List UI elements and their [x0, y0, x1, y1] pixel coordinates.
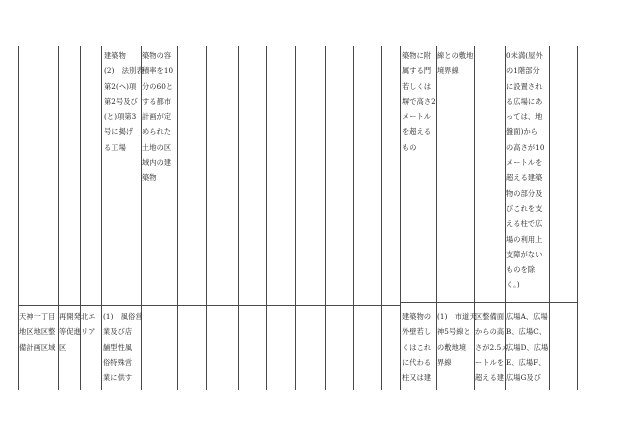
table-cell: 建築物の 外壁若し くはこれ に代わる 柱又は建 — [402, 312, 432, 383]
table-rule — [206, 46, 207, 390]
table-cell: 天神一丁目 地区地区整 備計画区域 — [19, 312, 56, 352]
table-cell: (1) 市道天 神5号線と の敷地境 界線 — [437, 312, 477, 367]
table-rule — [381, 46, 382, 390]
table-cell: 築物の容 積率を10 分の60と する都市 計画が定 められた 土地の区 域内の建 築物 — [142, 51, 174, 183]
table-rule — [238, 46, 239, 390]
table-rule — [325, 46, 326, 390]
table-rule — [295, 46, 296, 390]
table-cell: 北エ リア — [81, 312, 96, 337]
table-rule — [577, 46, 578, 390]
table-cell: 再開発 等促進 区 — [59, 312, 81, 352]
table-rule — [101, 46, 102, 390]
table-cell: 築物に附 属する門 若しくは 塀で高さ2 メートル を超える もの — [402, 51, 436, 152]
table-rule — [266, 46, 267, 390]
table-cell: 建築物 (2) 法別表 第2(へ)項 第2号及び (と)項第3 号に掲げ る工場 — [104, 51, 144, 152]
table-cell: 線との敷地 境界線 — [437, 51, 474, 76]
table-rule — [177, 46, 178, 390]
table-rule — [18, 305, 401, 306]
table-cell: 0未満(屋外 の1階部分 に設置され る広場にあ っては、地 盤面)から の高さが10 メートルを 超える建築 物の部分及 びこれを支 える柱で広 場の利用上 支障がない ものを除 く。) — [506, 51, 545, 290]
table-rule — [400, 302, 578, 303]
table-rule — [353, 46, 354, 390]
table-cell: 広場A、広場 B、広場C、 広場D、広場 E、広場F、 広場G及び — [506, 312, 549, 383]
table-cell: (1) 風俗営 業及び店 舗型性風 俗特殊営 業に供す — [103, 312, 143, 383]
table-rule — [549, 46, 550, 390]
table-rule — [400, 46, 401, 390]
table-cell: 区整備面 からの高 さが2.5メ ートルを 超える建 — [475, 312, 509, 383]
